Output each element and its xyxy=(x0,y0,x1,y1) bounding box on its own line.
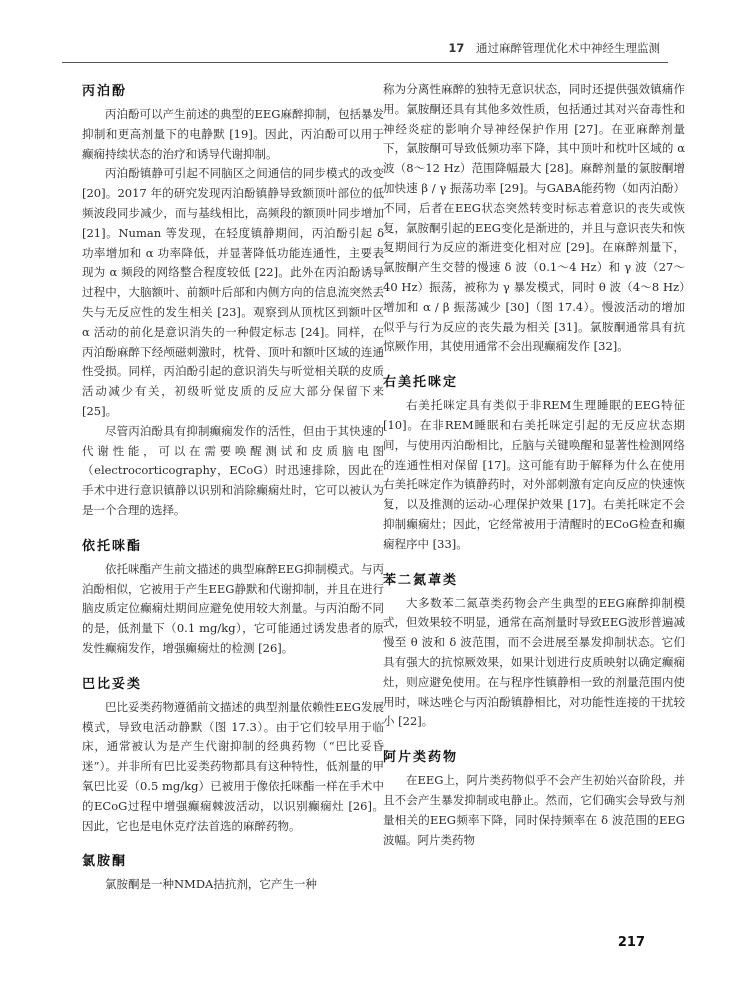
section-title-dexmedetomidine: 右美托咪定 xyxy=(383,375,459,391)
paragraph: 丙泊酚可以产生前述的典型的EEG麻醉抑制，包括暴发抑制和更高剂量下的电静默 [19]。因此，丙泊酚可以用于癫痫持续状态的治疗和诱导代谢抑制。 xyxy=(82,107,384,161)
page-number: 217 xyxy=(617,935,645,950)
section-title-propofol: 丙泊酚 xyxy=(82,84,128,99)
chapter-number: 17 xyxy=(448,41,465,55)
section-title-etomidate: 依托咪酯 xyxy=(82,538,143,554)
paragraph: 右美托咪定具有类似于非REM生理睡眠的EEG特征 [10]。在非REM睡眠和右美托咪定引起的无反应状态期间，与使用丙泊酚相比，丘脑与关键唤醒和显著性检测网络的连通性相对保留 [17]。这可能有助于解释为什么在使用右美托咪定作为镇静药时，对外部刺激有定向反应的快速恢复，以及推测的运动-心理保护效果 [17]。右美托咪定不会抑制癫痫灶；因此，它经常被用于清醒时的ECoG检查和癫痫程序中 [33]。 xyxy=(383,398,685,551)
left-column xyxy=(82,80,384,895)
header-rule xyxy=(62,62,668,63)
paragraph: 氯胺酮是一种NMDA拮抗剂，它产生一种 xyxy=(105,877,317,892)
running-header xyxy=(0,40,730,60)
paragraph: 丙泊酚镇静可引起不同脑区之间通信的同步模式的改变 [20]。2017 年的研究发现丙泊酚镇静导致额顶叶部位的低频波段同步减少，而与基线相比，高频段的额顶叶同步增加 [21]。Numan 等发现，在轻度镇静期间，丙泊酚引起 δ 功率增加和 α 功率降低，并显著降低功能连通性，主要表现为 α 频段的网络整合程度较低 [22]。此外在丙泊酚诱导过程中，大脑额叶、前额叶后部和内侧方向的信息流突然丢失与无反应性的发生相关 [23]。观察到从顶枕区到额叶区 α 活动的前化是意识消失的一种假定标志 [24]。同样，在丙泊酚麻醉下经颅磁刺激时，枕骨、顶叶和额叶区域的连通性受损。同样，丙泊酚引起的意识消失与听觉相关联的皮质活动减少有关，初级听觉皮质的反应大部分保留下来 [25]。 xyxy=(82,166,384,418)
paragraph: 称为分离性麻醉的独特无意识状态，同时还提供强效镇痛作用。氯胺酮还具有其他多效性质，包括通过其对兴奋毒性和神经炎症的影响介导神经保护作用 [27]。在亚麻醉剂量下，氯胺酮可导致低频功率下降，其中顶叶和枕叶区域的 α 波（8～12 Hz）范围降幅最大 [28]。麻醉剂量的氯胺酮增加快速 β / γ 振荡功率 [29]。与GABA能药物（如丙泊酚）不同，后者在EEG状态突然转变时标志着意识的丧失或恢复，氯胺酮引起的EEG变化是渐进的，并且与意识丧失和恢复期间行为反应的渐进变化相对应 [29]。在麻醉剂量下，氯胺酮产生交替的慢速 δ 波（0.1～4 Hz）和 γ 波（27～40 Hz）振荡，被称为 γ 暴发模式，同时 θ 波（4～8 Hz）增加和 α / β 振荡减少 [30]（图 17.4）。慢波活动的增加似乎与行为反应的丧失最为相关 [31]。氯胺酮通常具有抗惊厥作用，其使用通常不会出现癫痫发作 [32]。 xyxy=(383,82,685,354)
chapter-title: 通过麻醉管理优化术中神经生理监测 xyxy=(476,41,660,55)
right-column xyxy=(383,80,685,850)
section-title-ketamine: 氯胺酮 xyxy=(82,854,128,870)
paragraph: 在EEG上，阿片类药物似乎不会产生初始兴奋阶段，并且不会产生暴发抑制或电静止。然而，它们确实会导致与剂量相关的EEG频率下降，同时保持频率在 δ 波范围的EEG波幅。阿片类药物 xyxy=(383,773,685,847)
section-title-opioids: 阿片类药物 xyxy=(383,750,459,766)
paragraph: 大多数苯二氮䓬类药物会产生典型的EEG麻醉抑制模式，但效果较不明显，通常在高剂量时导致EEG波形普遍减慢至 θ 波和 δ 波范围，而不会进展至暴发抑制状态。它们具有强大的抗惊厥效果，如果计划进行皮质映射以确定癫痫灶，则应避免使用。在与程序性镇静相一致的剂量范围内使用时，咪达唑仑与丙泊酚镇静相比，对功能性连接的干扰较小 [22]。 xyxy=(383,595,685,729)
paragraph: 巴比妥类药物遵循前文描述的典型剂量依赖性EEG发展模式，导致电活动静默（图 17.3）。由于它们较早用于临床，通常被认为是产生代谢抑制的经典药物（“巴比妥昏迷”）。并非所有巴比妥类药物都具有这种特性，低剂量的甲氧巴比妥（0.5 mg/kg）已被用于像依托咪酯一样在手术中的ECoG过程中增强癫痫棘波活动，以识别癫痫灶 [26]。因此，它也是电休克疗法首选的麻醉药物。 xyxy=(82,699,384,833)
paragraph: 尽管丙泊酚具有抑制癫痫发作的活性，但由于其快速的代谢性能，可以在需要唤醒测试和皮质脑电图（electrocorticography，ECoG）时迅速排除，因此在手术中进行意识镇静以识别和消除癫痫灶时，它可以被认为是一个合理的选择。 xyxy=(82,423,384,517)
paragraph: 依托咪酯产生前文描述的典型麻醉EEG抑制模式。与丙泊酚相似，它被用于产生EEG静默和代谢抑制，并且在进行脑皮质定位癫痫灶期间应避免使用较大剂量。与丙泊酚不同的是，低剂量下（0.1 mg/kg），它可能通过诱发患者的原发性癫痫发作，增强癫痫灶的检测 [26]。 xyxy=(82,561,384,655)
section-title-barbiturates: 巴比妥类 xyxy=(82,676,143,692)
section-title-benzodiazepines: 苯二氮䓬类 xyxy=(383,572,459,588)
